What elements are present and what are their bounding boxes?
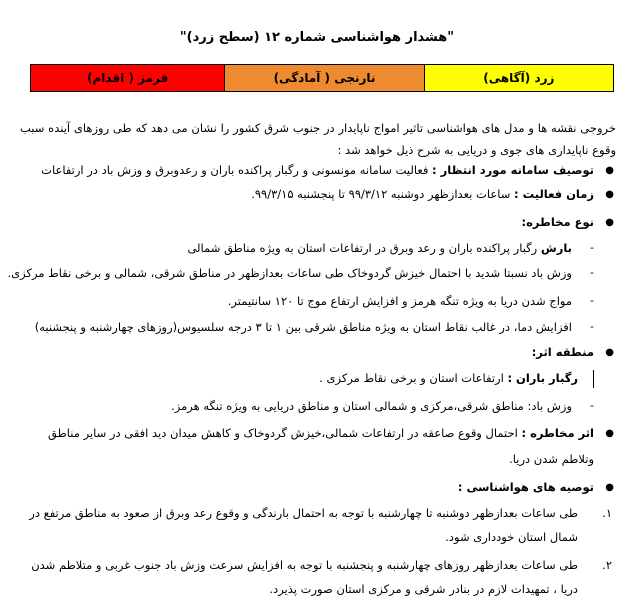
hazard-item: مواج شدن دریا به ویژه تنگه هرمز و افزایش ارتفاع موج تا ۱۲۰ سانتیمتر.: [227, 294, 572, 308]
affected-item: وزش باد: مناطق شرقی،مرکزی و شمالی استان و مناطق دریایی به ویژه تنگه هرمز.: [171, 399, 572, 413]
alert-level-table: [30, 64, 614, 92]
recommendations-heading: توصیه های هواشناسی :: [457, 480, 594, 494]
bullet-icon: ●: [605, 428, 614, 439]
description-line: [0, 163, 594, 177]
alert-level-yellow: زرد (آگاهی): [424, 65, 613, 91]
hazard-item-bold: بارش: [540, 241, 572, 255]
affected-item: [0, 371, 578, 385]
dash-icon: -: [590, 320, 594, 333]
impact-line-2: وتلاطم شدن دریا.: [509, 452, 594, 466]
recommendation-line-2: دریا ، تمهیدات لازم در بنادر شرقی و مرکزی استان صورت پذیرد.: [269, 582, 578, 596]
intro-paragraph: خروجی نقشه ها و مدل های هواشناسی تاثیر امواج ناپایدار در جنوب شرق کشور را نشان می دهد که طی روزهای آینده سبب وقوع ناپایداری های جوی و دریایی به شرح ذیل خواهد شد :: [20, 121, 616, 157]
impact-text: احتمال وقوع صاعقه در ارتفاعات شمالی،خیزش گردوخاک و کاهش میدان دید افقی در سایر مناطق: [48, 426, 518, 440]
description-text: فعالیت سامانه مونسونی و رگبار پراکنده باران و رعدوبرق و وزش باد در ارتفاعات: [41, 163, 429, 177]
recommendation-line-2: شمال استان خودداری شود.: [445, 530, 578, 544]
activity-time-line: [0, 187, 594, 201]
dash-icon: -: [590, 266, 594, 279]
recommendation-number: ۲.: [602, 558, 612, 572]
recommendation-line: طی ساعات بعدازظهر دوشنبه تا چهارشنبه با توجه به احتمال بارندگی و وقوع رعد وبرق از صعود به مناطق مرتفع در: [29, 506, 578, 520]
hazard-type-heading: نوع مخاطره:: [521, 215, 594, 229]
recommendation-line: طی ساعات بعدازظهر روزهای چهارشنبه و پنجشنبه با توجه به افزایش سرعت وزش باد جنوب غربی و متلاطم شدن: [31, 558, 578, 572]
activity-time-label: زمان فعالیت :: [513, 187, 594, 201]
impact-label: اثر مخاطره :: [521, 426, 594, 440]
dash-icon: -: [590, 399, 594, 412]
alert-level-orange: نارنجی ( آمادگی): [224, 65, 423, 91]
bullet-icon: ●: [605, 189, 614, 200]
bullet-icon: ●: [605, 347, 614, 358]
recommendation-number: ۱.: [602, 506, 612, 520]
affected-area-heading: منطقه اثر:: [531, 345, 594, 359]
text-cursor-bar: [593, 370, 594, 388]
hazard-item: [0, 241, 572, 255]
alert-level-red: قرمز ( اقدام): [31, 65, 224, 91]
dash-icon: -: [590, 241, 594, 254]
bullet-icon: ●: [605, 217, 614, 228]
impact-line: [0, 426, 594, 440]
bullet-icon: ●: [605, 165, 614, 176]
hazard-item: وزش باد نسبتا شدید با احتمال خیزش گردوخاک طی ساعات بعدازظهر در مناطق شرقی، شمالی و برخی نقاط مرکزی.: [7, 266, 572, 280]
affected-item-text: ارتفاعات استان و برخی نقاط مرکزی .: [319, 371, 504, 385]
page-title: "هشدار هواشناسی شماره ۱۲ (سطح زرد)": [179, 30, 455, 45]
hazard-item: افزایش دما، در غالب نقاط استان به ویژه مناطق شرقی بین ۱ تا ۳ درجه سلسیوس(روزهای چهارشنبه و پنجشنبه): [34, 320, 572, 334]
description-label: توصیف سامانه مورد انتظار :: [432, 163, 594, 177]
dash-icon: -: [590, 294, 594, 307]
hazard-item-text: رگبار پراکنده باران و رعد وبرق در ارتفاعات استان به ویژه مناطق شمالی: [187, 241, 538, 255]
activity-time-text: ساعات بعدازظهر دوشنبه ۹۹/۳/۱۲ تا پنجشنبه ۹۹/۳/۱۵.: [251, 187, 511, 201]
affected-item-bold: رگبار باران :: [507, 371, 578, 385]
bullet-icon: ●: [605, 482, 614, 493]
